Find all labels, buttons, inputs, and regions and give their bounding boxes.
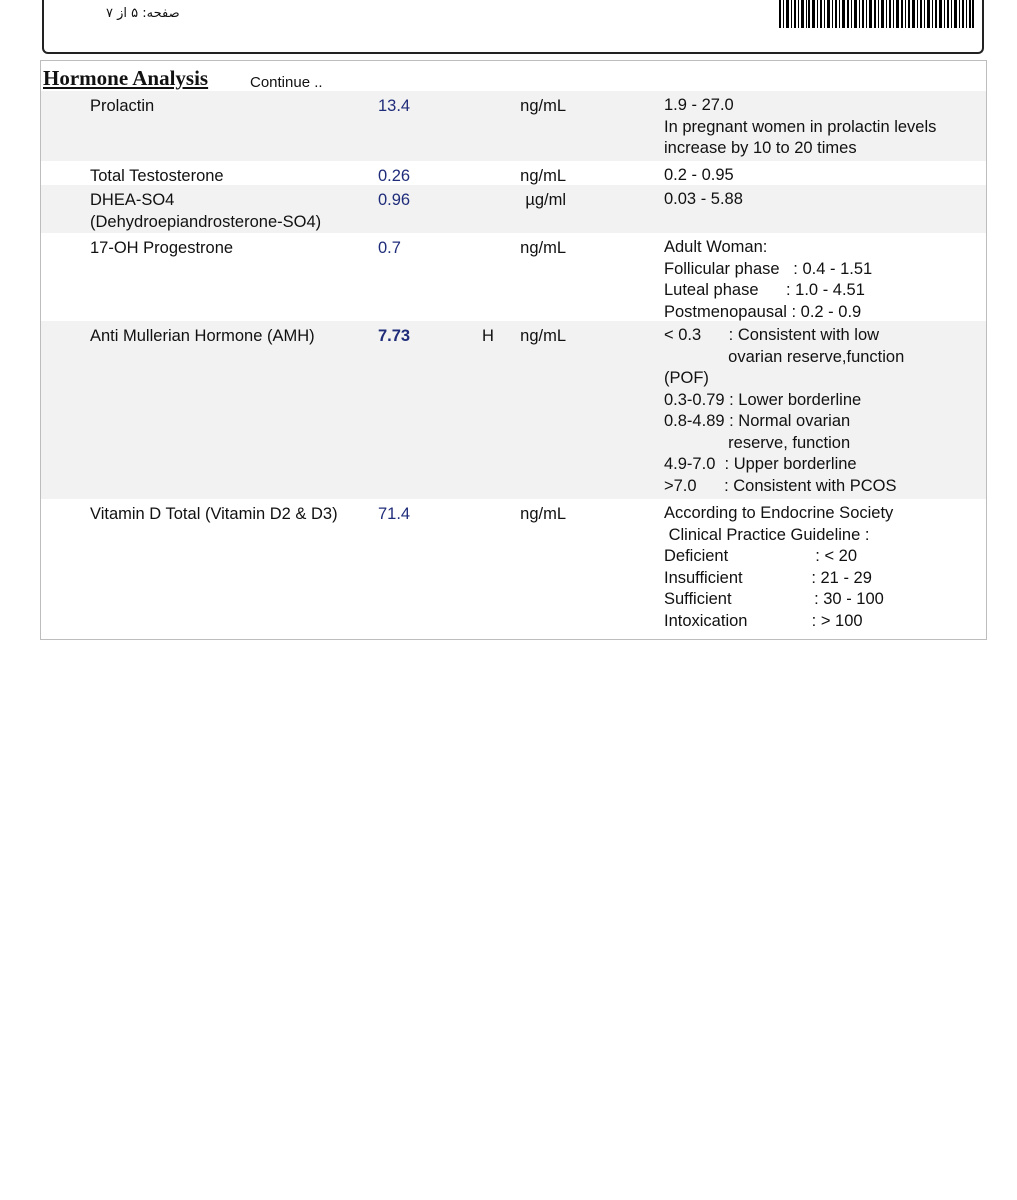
reference-line: Sufficient : 30 - 100 — [664, 590, 884, 608]
reference-line: Insufficient : 21 - 29 — [664, 568, 872, 587]
test-value: 71.4 — [378, 505, 411, 523]
reference-line: reserve, function — [664, 433, 851, 452]
reference-line: < 0.3 : Consistent with low — [664, 326, 880, 344]
hormone-analysis-panel — [40, 60, 987, 640]
reference-line: 0.2 - 0.95 — [664, 166, 734, 184]
reference-line: >7.0 : Consistent with PCOS — [664, 476, 897, 495]
reference-line: 0.3-0.79 : Lower borderline — [664, 390, 862, 409]
reference-line: 0.8-4.89 : Normal ovarian — [664, 412, 851, 430]
reference-range — [664, 95, 984, 160]
test-flag-high: H — [482, 327, 494, 345]
reference-line: Adult Woman: — [664, 238, 768, 256]
test-value: 0.96 — [378, 191, 411, 209]
reference-range — [664, 189, 984, 211]
reference-line: Postmenopausal : 0.2 - 0.9 — [664, 302, 862, 321]
reference-line: Deficient : < 20 — [664, 547, 858, 565]
barcode-image — [779, 0, 974, 28]
test-unit: µg/ml — [525, 191, 566, 209]
reference-range — [664, 503, 984, 632]
test-value: 0.7 — [378, 239, 401, 257]
test-value: 0.26 — [378, 167, 411, 185]
section-subtitle: Continue .. — [250, 74, 323, 91]
reference-range — [664, 325, 984, 497]
reference-line: In pregnant women in prolactin levels — [664, 117, 937, 136]
reference-line: Intoxication : > 100 — [664, 611, 863, 630]
reference-range — [664, 165, 984, 187]
test-results-table — [41, 91, 986, 639]
test-row-17-oh-progestrone — [41, 233, 986, 321]
reference-line: 0.03 - 5.88 — [664, 190, 743, 208]
test-unit: ng/mL — [520, 97, 566, 115]
test-name: DHEA-SO4 (Dehydroepiandrosterone-SO4) — [90, 191, 322, 231]
test-name: Anti Mullerian Hormone (AMH) — [90, 327, 315, 345]
reference-line: (POF) — [664, 369, 709, 387]
reference-line: ovarian reserve,function — [664, 347, 905, 366]
reference-line: Luteal phase : 1.0 - 4.51 — [664, 281, 865, 299]
test-row-prolactin — [41, 91, 986, 161]
reference-line: increase by 10 to 20 times — [664, 139, 857, 157]
test-unit: ng/mL — [520, 505, 566, 523]
test-unit: ng/mL — [520, 239, 566, 257]
reference-line: 4.9-7.0 : Upper borderline — [664, 455, 857, 473]
test-row-amh — [41, 321, 986, 499]
reference-line: According to Endocrine Society — [664, 504, 894, 522]
test-value: 13.4 — [378, 97, 411, 115]
page-indicator: صفحه: ۵ از ۷ — [106, 6, 180, 21]
reference-line: Follicular phase : 0.4 - 1.51 — [664, 259, 873, 278]
report-header — [42, 0, 984, 54]
test-name: 17-OH Progestrone — [90, 239, 234, 257]
test-name: Total Testosterone — [90, 167, 224, 185]
reference-range — [664, 237, 984, 323]
section-title: Hormone Analysis — [43, 66, 209, 90]
test-unit: ng/mL — [520, 167, 566, 185]
test-value: 7.73 — [378, 327, 411, 345]
test-name: Vitamin D Total (Vitamin D2 & D3) — [90, 505, 338, 523]
test-unit: ng/mL — [520, 327, 566, 345]
test-row-total-testosterone — [41, 161, 986, 185]
test-name: Prolactin — [90, 97, 155, 115]
reference-line: Clinical Practice Guideline : — [664, 525, 870, 544]
reference-line: 1.9 - 27.0 — [664, 96, 734, 114]
test-row-dhea-so4 — [41, 185, 986, 233]
test-row-vitamin-d — [41, 499, 986, 639]
